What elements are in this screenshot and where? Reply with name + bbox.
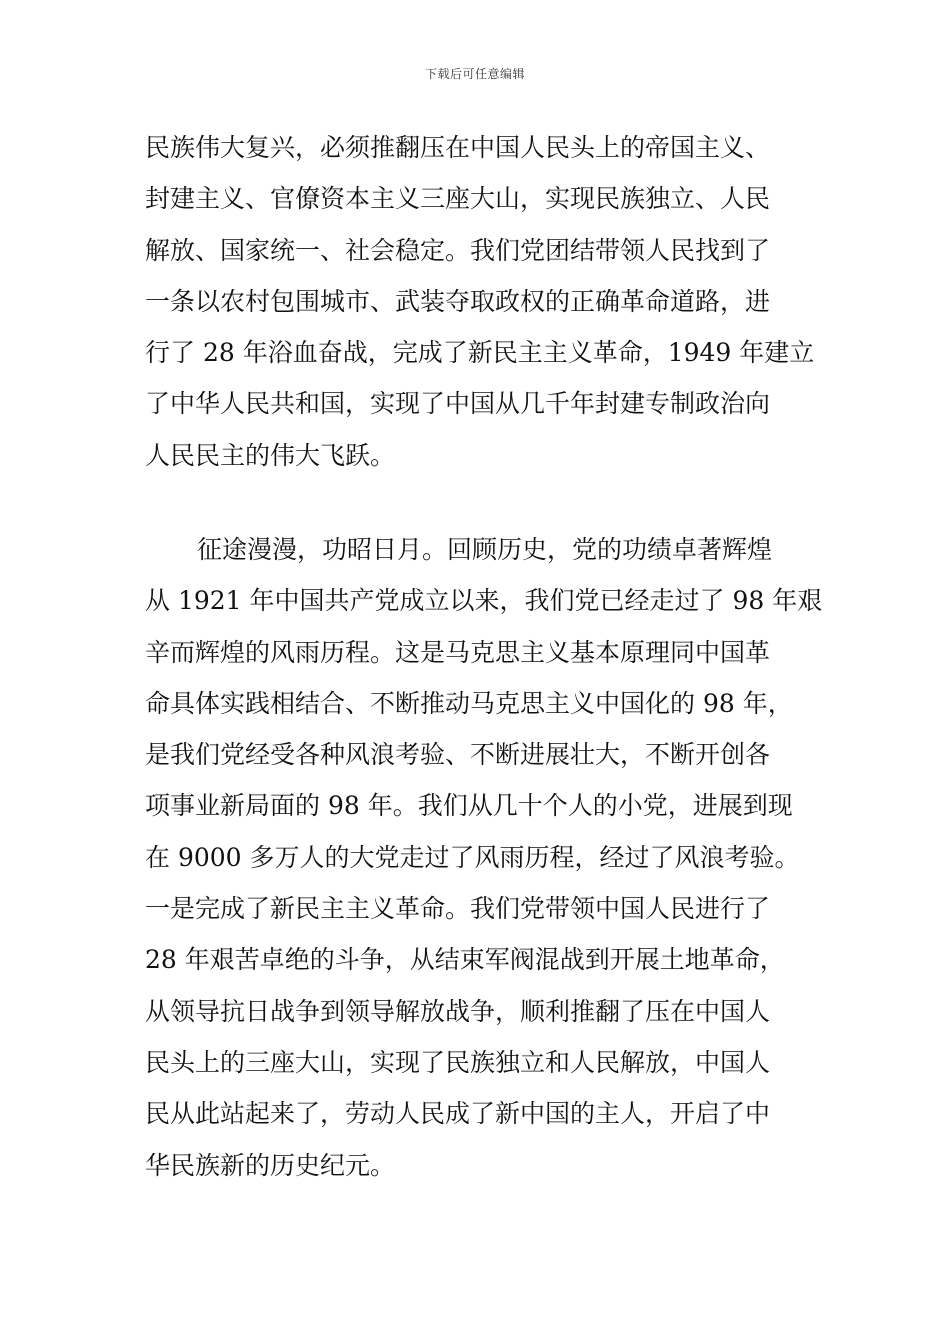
text-line: 行了 28 年浴血奋战，完成了新民主主义革命，1949 年建立 bbox=[145, 338, 815, 368]
page-header-note: 下载后可任意编辑 bbox=[424, 67, 525, 81]
text-line: 28 年艰苦卓绝的斗争，从结束军阀混战到开展土地革命， bbox=[145, 945, 785, 975]
text-line: 了中华人民共和国，实现了中国从几千年封建专制政治向 bbox=[145, 389, 771, 419]
text-line: 一条以农村包围城市、武装夺取政权的正确革命道路，进 bbox=[145, 286, 771, 316]
text-line: 封建主义、官僚资本主义三座大山，实现民族独立、人民 bbox=[145, 184, 771, 214]
text-line: 解放、国家统一、社会稳定。我们党团结带领人民找到了 bbox=[145, 235, 771, 265]
paragraph-2 bbox=[145, 524, 823, 1191]
paragraph-1 bbox=[145, 122, 815, 481]
text-line: 民族伟大复兴，必须推翻压在中国人民头上的帝国主义、 bbox=[145, 133, 771, 162]
text-line: 命具体实践相结合、不断推动马克思主义中国化的 98 年， bbox=[145, 688, 793, 718]
text-line: 民头上的三座大山，实现了民族独立和人民解放，中国人 bbox=[145, 1047, 771, 1077]
text-line: 从 1921 年中国共产党成立以来，我们党已经走过了 98 年艰 bbox=[145, 586, 823, 616]
text-line: 在 9000 多万人的大党走过了风雨历程，经过了风浪考验。 bbox=[145, 842, 800, 872]
text-line: 一是完成了新民主主义革命。我们党带领中国人民进行了 bbox=[145, 894, 771, 924]
text-line: 项事业新局面的 98 年。我们从几十个人的小党，进展到现 bbox=[145, 791, 793, 821]
text-line: 从领导抗日战争到领导解放战争，顺利推翻了压在中国人 bbox=[145, 996, 771, 1026]
text-line-first: 征途漫漫，功昭日月。回顾历史，党的功绩卓著辉煌 bbox=[197, 535, 773, 564]
text-line: 华民族新的历史纪元。 bbox=[145, 1150, 396, 1180]
text-line: 人民民主的伟大飞跃。 bbox=[145, 440, 396, 470]
text-line: 辛而辉煌的风雨历程。这是马克思主义基本原理同中国革 bbox=[145, 637, 771, 667]
text-line: 民从此站起来了，劳动人民成了新中国的主人，开启了中 bbox=[145, 1099, 771, 1129]
text-line: 是我们党经受各种风浪考验、不断进展壮大，不断开创各 bbox=[145, 740, 771, 770]
